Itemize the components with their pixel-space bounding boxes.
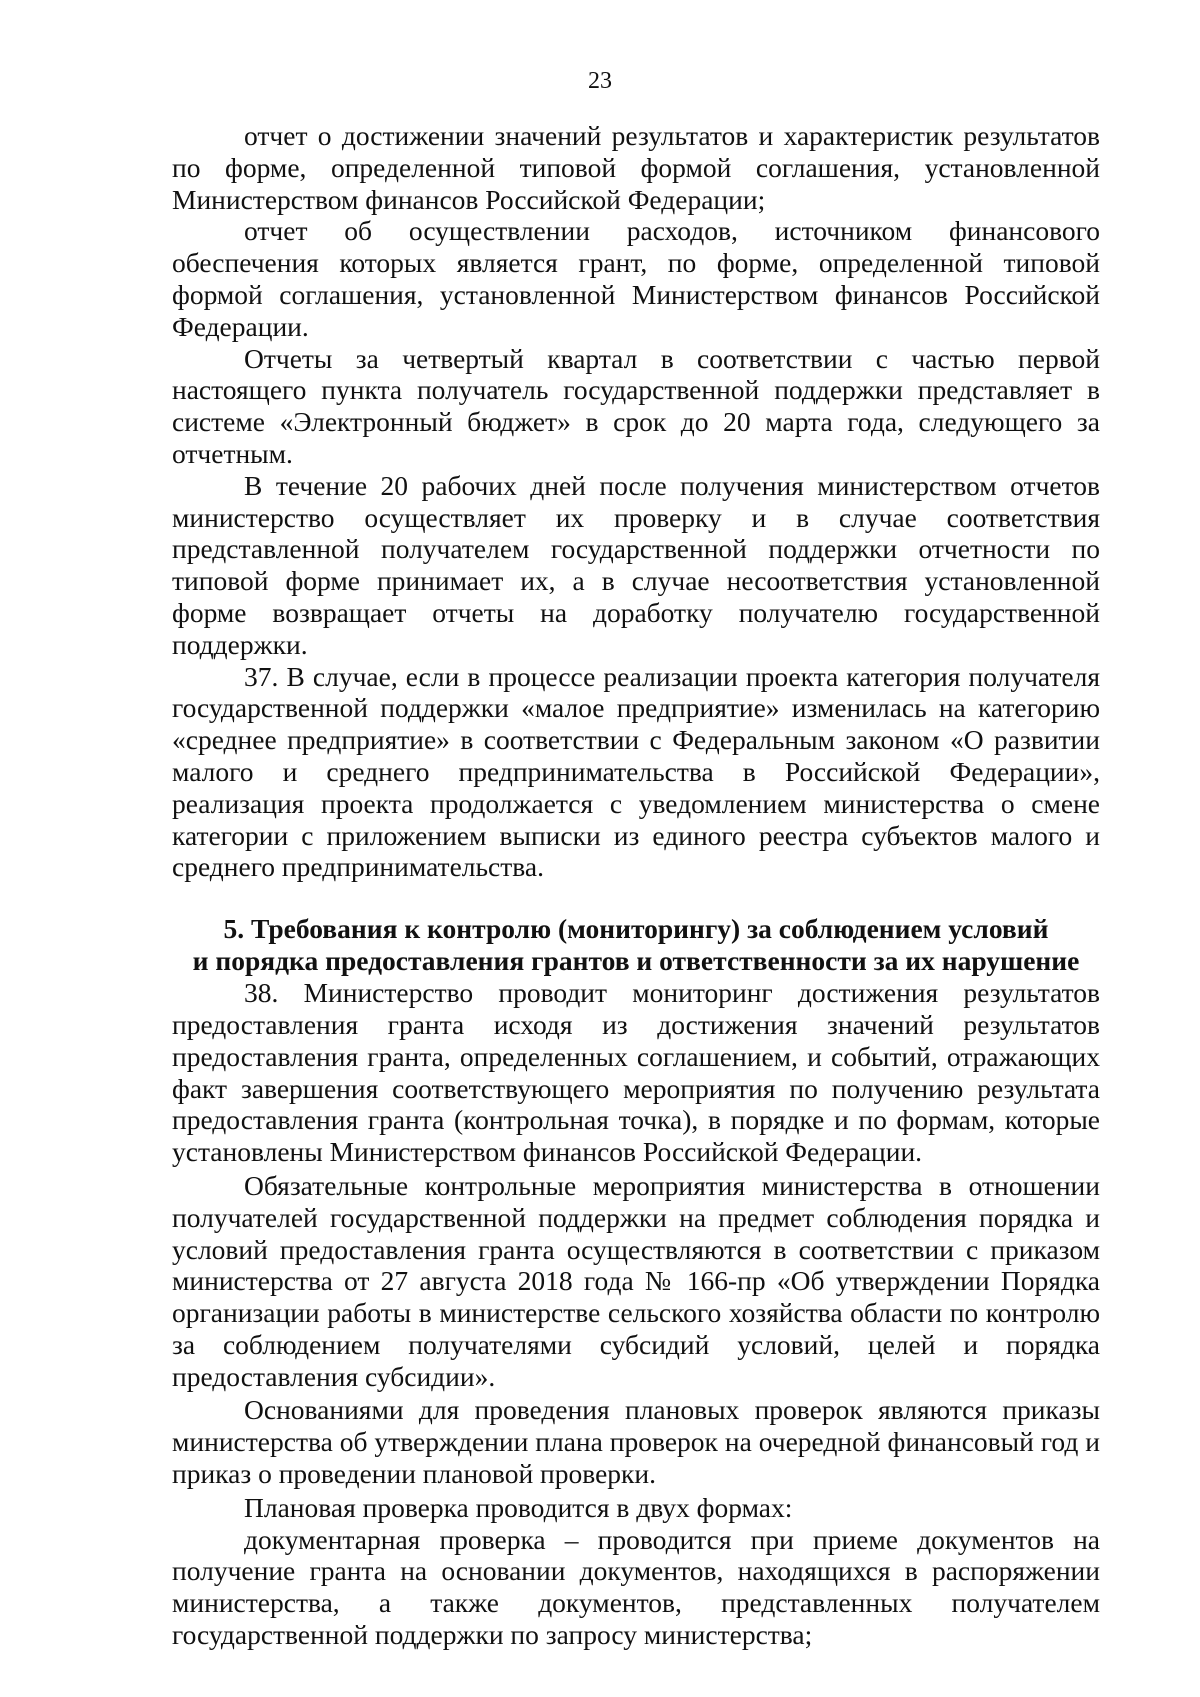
paragraph-documentary-inspection: документарная проверка – проводится при приеме документов на получение гранта на основании документов, находящихся в распоряжении министерства, а также документов, представленных получателем государственной поддержки по запросу министерства; (172, 1523, 1100, 1651)
section-heading-line-1: 5. Требования к контролю (мониторингу) за соблюдением условий (223, 913, 1049, 945)
paragraph-clause-37: 37. В случае, если в процессе реализации проекта категория получателя государственной поддержки «малое предприятие» изменилась на категорию «среднее предприятие» в соответствии с Федеральным законом «О развитии малого и среднего предпринимательства в Российской Федерации», реализация проекта продолжается с уведомлением министерства о смене категории с приложением выписки из единого реестра субъектов малого и среднего предпринимательства. (172, 660, 1100, 883)
document-body (172, 120, 1100, 1651)
paragraph-report-results: отчет о достижении значений результатов и характеристик результатов по форме, определенной типовой формой соглашения, установленной Министерством финансов Российской Федерации; (172, 120, 1100, 215)
page-number: 23 (588, 68, 612, 94)
section-heading-line-2: и порядка предоставления грантов и ответственности за их нарушение (192, 945, 1080, 977)
paragraph-clause-38: 38. Министерство проводит мониторинг достижения результатов предоставления гранта исходя из достижения значений результатов предоставления гранта, определенных соглашением, и событий, отражающих факт завершения соответствующего мероприятия по получению результата предоставления гранта (контрольная точка), в порядке и по формам, которые установлены Министерством финансов Российской Федерации. (172, 977, 1100, 1168)
paragraph-inspection-grounds: Основаниями для проведения плановых проверок являются приказы министерства об утверждении плана проверок на очередной финансовый год и приказ о проведении плановой проверки. (172, 1394, 1100, 1490)
paragraph-control-measures: Обязательные контрольные мероприятия министерства в отношении получателей государственной поддержки на предмет соблюдения порядка и условий предоставления гранта осуществляются в соответствии с приказом министерства от 27 августа 2018 года № 166-пр «Об утверждении Порядка организации работы в министерстве сельского хозяйства области по контролю за соблюдением получателями субсидий условий, целей и порядка предоставления субсидии». (172, 1169, 1100, 1392)
paragraph-review-period: В течение 20 рабочих дней после получения министерством отчетов министерство осуществляет их проверку и в случае соответствия представленной получателем государственной поддержки отчетности по типовой форме принимает их, а в случае несоответствия установленной форме возвращает отчеты на доработку получателю государственной поддержки. (172, 469, 1100, 660)
section-heading (172, 913, 1100, 977)
paragraph-inspection-forms: Плановая проверка проводится в двух формах: (244, 1491, 793, 1523)
paragraph-fourth-quarter: Отчеты за четвертый квартал в соответствии с частью первой настоящего пункта получатель государственной поддержки представляет в системе «Электронный бюджет» в срок до 20 марта года, следующего за отчетным. (172, 342, 1100, 469)
paragraph-report-expenses: отчет об осуществлении расходов, источником финансового обеспечения которых является грант, по форме, определенной типовой формой соглашения, установленной Министерством финансов Российской Федерации. (172, 215, 1100, 342)
